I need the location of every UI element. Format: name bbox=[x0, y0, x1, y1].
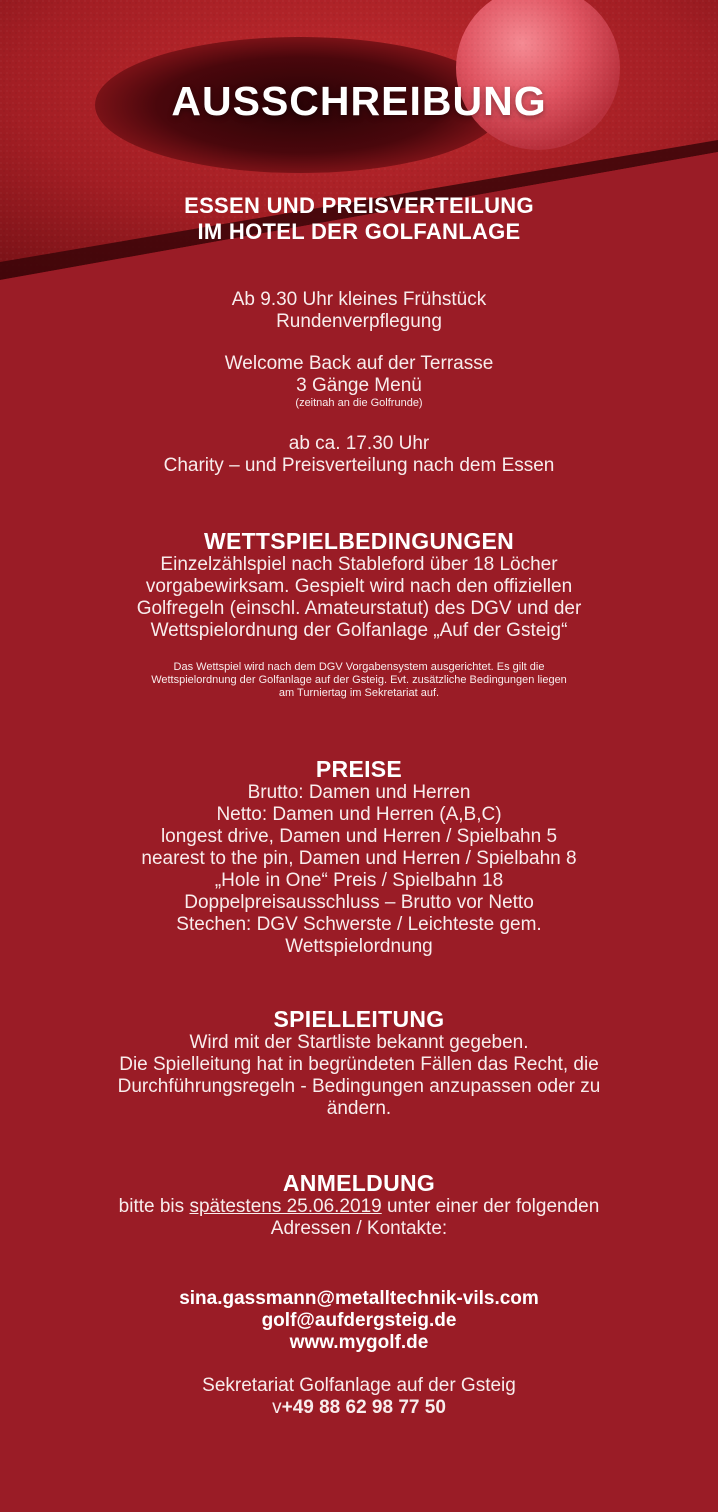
registration-line: Adressen / Kontakte: bbox=[270, 1218, 448, 1239]
dinner-schedule bbox=[0, 289, 718, 333]
fineprint-line: Das Wettspiel wird nach dem DGV Vorgabensystem ausgerichtet. Es gilt die bbox=[173, 661, 545, 673]
office-name: Sekretariat Golfanlage auf der Gsteig bbox=[202, 1375, 516, 1396]
conditions-heading: WETTSPIELBEDINGUNGEN bbox=[203, 528, 515, 554]
prize-line: Brutto: Damen und Herren bbox=[247, 782, 471, 803]
conditions-line: vorgabewirksam. Gespielt wird nach den offiziellen bbox=[145, 576, 573, 597]
management-line: Wird mit der Startliste bekannt gegeben. bbox=[189, 1032, 529, 1053]
management-section bbox=[0, 1006, 718, 1120]
office-phone-line bbox=[0, 1397, 718, 1419]
prize-line: „Hole in One“ Preis / Spielbahn 18 bbox=[214, 870, 504, 891]
conditions-line: Einzelzählspiel nach Stableford über 18 Löcher bbox=[160, 554, 558, 575]
dinner-line: ab ca. 17.30 Uhr bbox=[288, 433, 430, 454]
prizes-section bbox=[0, 756, 718, 958]
golf-green-illustration bbox=[0, 0, 718, 290]
management-heading: SPIELLEITUNG bbox=[273, 1006, 445, 1032]
conditions-section bbox=[0, 528, 718, 642]
dinner-line: 3 Gänge Menü bbox=[296, 375, 422, 396]
management-line: Die Spielleitung hat in begründeten Fällen das Recht, die bbox=[119, 1054, 599, 1075]
hero-image bbox=[0, 0, 718, 290]
registration-line bbox=[0, 1196, 718, 1218]
dinner-line: Ab 9.30 Uhr kleines Frühstück bbox=[231, 289, 487, 310]
registration-text: bitte bis bbox=[118, 1196, 190, 1217]
dinner-menu bbox=[0, 353, 718, 409]
management-line: ändern. bbox=[326, 1098, 392, 1119]
registration-deadline: spätestens 25.06.2019 bbox=[189, 1196, 382, 1217]
prize-line: nearest to the pin, Damen und Herren / Spielbahn 8 bbox=[141, 848, 577, 869]
dinner-line: Charity – und Preisverteilung nach dem Essen bbox=[163, 455, 555, 476]
management-line: Durchführungsregeln - Bedingungen anzupassen oder zu bbox=[117, 1076, 601, 1097]
contacts-section bbox=[0, 1288, 718, 1354]
phone-number[interactable]: +49 88 62 98 77 50 bbox=[281, 1397, 446, 1418]
dinner-section bbox=[0, 193, 718, 245]
fineprint-line: Wettspielordnung der Golfanlage auf der Gsteig. Evt. zusätzliche Bedingungen liegen bbox=[151, 674, 567, 686]
dinner-evening bbox=[0, 433, 718, 477]
website-link[interactable]: www.mygolf.de bbox=[289, 1332, 429, 1353]
dinner-note: (zeitnah an die Golfrunde) bbox=[295, 397, 423, 409]
prize-line: Wettspielordnung bbox=[285, 936, 433, 957]
email-link-golf[interactable]: golf@aufdergsteig.de bbox=[261, 1310, 457, 1331]
dinner-heading-line1: ESSEN UND PREISVERTEILUNG bbox=[184, 193, 534, 218]
conditions-fineprint bbox=[0, 661, 718, 700]
dinner-heading-line2: IM HOTEL DER GOLFANLAGE bbox=[197, 219, 521, 244]
registration-section bbox=[0, 1170, 718, 1240]
prize-line: Stechen: DGV Schwerste / Leichteste gem. bbox=[176, 914, 542, 935]
dinner-line: Welcome Back auf der Terrasse bbox=[224, 353, 494, 374]
prize-line: Netto: Damen und Herren (A,B,C) bbox=[216, 804, 502, 825]
phone-prefix: v bbox=[272, 1397, 282, 1418]
registration-heading: ANMELDUNG bbox=[282, 1170, 436, 1196]
registration-text: unter einer der folgenden bbox=[381, 1196, 600, 1217]
office-section bbox=[0, 1375, 718, 1419]
prizes-heading: PREISE bbox=[315, 756, 403, 782]
email-link-sina[interactable]: sina.gassmann@metalltechnik-vils.com bbox=[179, 1288, 539, 1309]
conditions-line: Wettspielordnung der Golfanlage „Auf der Gsteig“ bbox=[150, 620, 568, 641]
conditions-line: Golfregeln (einschl. Amateurstatut) des DGV und der bbox=[136, 598, 582, 619]
dinner-line: Rundenverpflegung bbox=[276, 311, 442, 332]
prize-line: Doppelpreisausschluss – Brutto vor Netto bbox=[184, 892, 534, 913]
page-title: AUSSCHREIBUNG bbox=[171, 78, 547, 124]
prize-line: longest drive, Damen und Herren / Spielbahn 5 bbox=[160, 826, 558, 847]
fineprint-line: am Turniertag im Sekretariat auf. bbox=[278, 687, 440, 699]
